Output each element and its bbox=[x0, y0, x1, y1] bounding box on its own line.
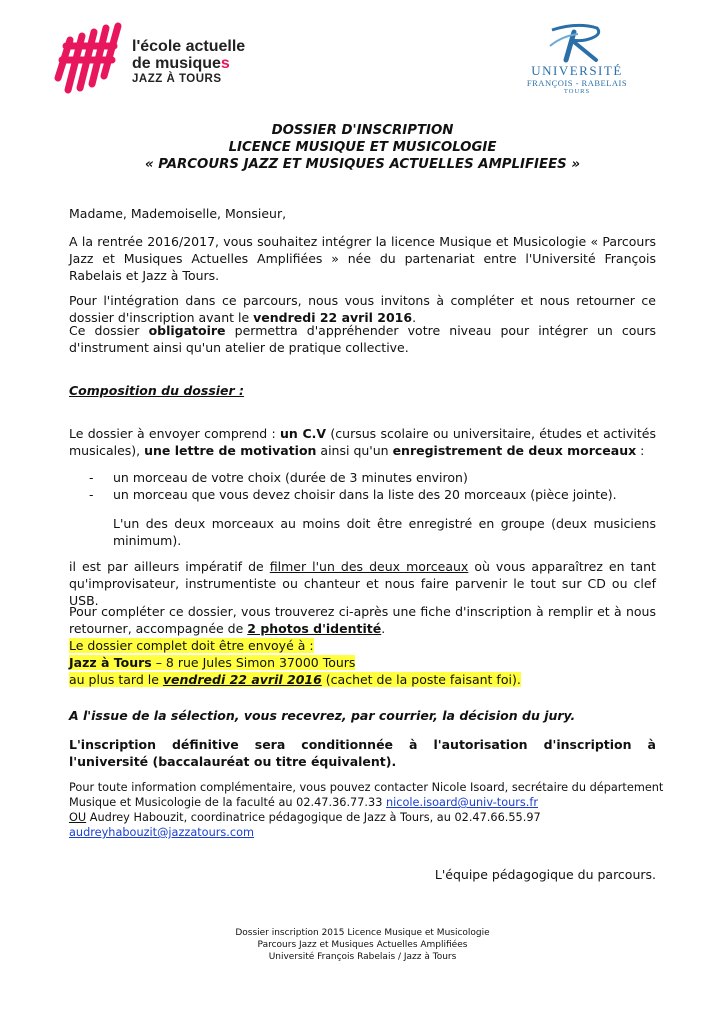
highlight-line-2: Jazz à Tours – 8 rue Jules Simon 37000 Tours bbox=[69, 655, 356, 670]
list-item: - un morceau que vous devez choisir dans la liste des 20 morceaux (pièce jointe). bbox=[89, 487, 617, 502]
university-name: UNIVERSITÉ bbox=[531, 63, 623, 78]
obligatoire-paragraph: Ce dossier obligatoire permettra d'appréhender votre niveau pour intégrer un cours d'instrument ainsi qu'un atelier de pratique collective. bbox=[69, 323, 656, 355]
university-subname: FRANÇOIS - RABELAIS bbox=[526, 78, 628, 88]
footer-line-1: Dossier inscription 2015 Licence Musique et Musicologie bbox=[235, 928, 490, 938]
section-title: Composition du dossier : bbox=[69, 383, 245, 398]
highlighted-instructions bbox=[69, 637, 656, 688]
university-r-emblem-icon bbox=[522, 22, 632, 64]
group-note: L'un des deux morceaux au moins doit être enregistré en groupe (deux musiciens minimum). bbox=[113, 516, 656, 548]
composition-paragraph: Le dossier à envoyer comprend : un C.V (cursus scolaire ou universitaire, études et activités musicales), une lettre de motivation ainsi qu'un enregistrement de deux morceaux : bbox=[69, 426, 656, 458]
completer-paragraph: Pour compléter ce dossier, vous trouverez ci-après une fiche d'inscription à remplir et à nous retourner, accompagnée de 2 photos d'identité. bbox=[69, 604, 656, 636]
contact-line-2: Musique et Musicologie de la faculté au 02.47.36.77.33 nicole.isoard@univ-tours.fr bbox=[69, 796, 539, 809]
contact-line-3: OU Audrey Habouzit, coordinatrice pédagogique de Jazz à Tours, au 02.47.66.55.97 bbox=[69, 811, 541, 824]
email-link-nicole[interactable]: nicole.isoard@univ-tours.fr bbox=[385, 796, 539, 809]
filmer-paragraph: il est par ailleurs impératif de filmer l'un des deux morceaux où vous apparaîtrez en tant qu'improvisateur, instrumentiste ou chanteur et nous faire parvenir le tout sur CD ou clef USB. bbox=[69, 559, 656, 608]
title-line-2: LICENCE MUSIQUE ET MUSICOLOGIE bbox=[228, 140, 497, 155]
deadline-date: vendredi 22 avril 2016 bbox=[253, 310, 413, 325]
document-title bbox=[60, 122, 665, 173]
salutation: Madame, Mademoiselle, Monsieur, bbox=[69, 206, 287, 221]
logo-line-2: de musiques bbox=[132, 55, 230, 72]
universite-logo bbox=[522, 22, 632, 102]
intro-paragraph: A la rentrée 2016/2017, vous souhaitez intégrer la licence Musique et Musicologie « Parcours Jazz et Musiques Actuelles Amplifiées » née du partenariat entre l'Université François Rabelais et Jazz à Tours. bbox=[69, 234, 656, 283]
highlight-line-1: Le dossier complet doit être envoyé à : bbox=[69, 638, 314, 653]
signature: L'équipe pédagogique du parcours. bbox=[434, 867, 656, 882]
piece-list bbox=[89, 469, 656, 509]
highlight-line-3: au plus tard le vendredi 22 avril 2016 (cachet de la poste faisant foi). bbox=[69, 672, 521, 687]
footer-line-2: Parcours Jazz et Musiques Actuelles Amplifiées bbox=[257, 940, 468, 950]
contact-line-4 bbox=[69, 825, 669, 840]
title-line-1: DOSSIER D'INSCRIPTION bbox=[271, 123, 454, 138]
contact-info bbox=[69, 780, 669, 840]
ecole-actuelle-logo bbox=[48, 18, 248, 108]
email-link-audrey[interactable]: audreyhabouzit@jazzatours.com bbox=[69, 826, 254, 839]
contact-line-1: Pour toute information complémentaire, vous pouvez contacter Nicole Isoard, secrétaire du département bbox=[69, 781, 664, 794]
definitive-notice: L'inscription définitive sera conditionnée à l'autorisation d'inscription à l'université (baccalauréat ou titre équivalent). bbox=[69, 737, 656, 769]
title-line-3: « PARCOURS JAZZ ET MUSIQUES ACTUELLES AMPLIFIEES » bbox=[144, 157, 581, 172]
list-item: - un morceau de votre choix (durée de 3 minutes environ) bbox=[89, 470, 468, 485]
university-city: TOURS bbox=[563, 88, 591, 95]
logo-line-1: l'école actuelle bbox=[132, 38, 246, 55]
logo-line-3: JAZZ À TOURS bbox=[132, 73, 222, 85]
piano-keys-logo-icon bbox=[48, 18, 128, 98]
footer-line-3: Université François Rabelais / Jazz à Tours bbox=[268, 952, 457, 962]
jury-notice: A l'issue de la sélection, vous recevrez, par courrier, la décision du jury. bbox=[69, 708, 576, 723]
page-footer bbox=[0, 927, 725, 963]
integration-paragraph: Pour l'intégration dans ce parcours, nous vous invitons à compléter et nous retourner ce dossier d'inscription avant le vendredi 22 avril 2016. bbox=[69, 293, 656, 325]
